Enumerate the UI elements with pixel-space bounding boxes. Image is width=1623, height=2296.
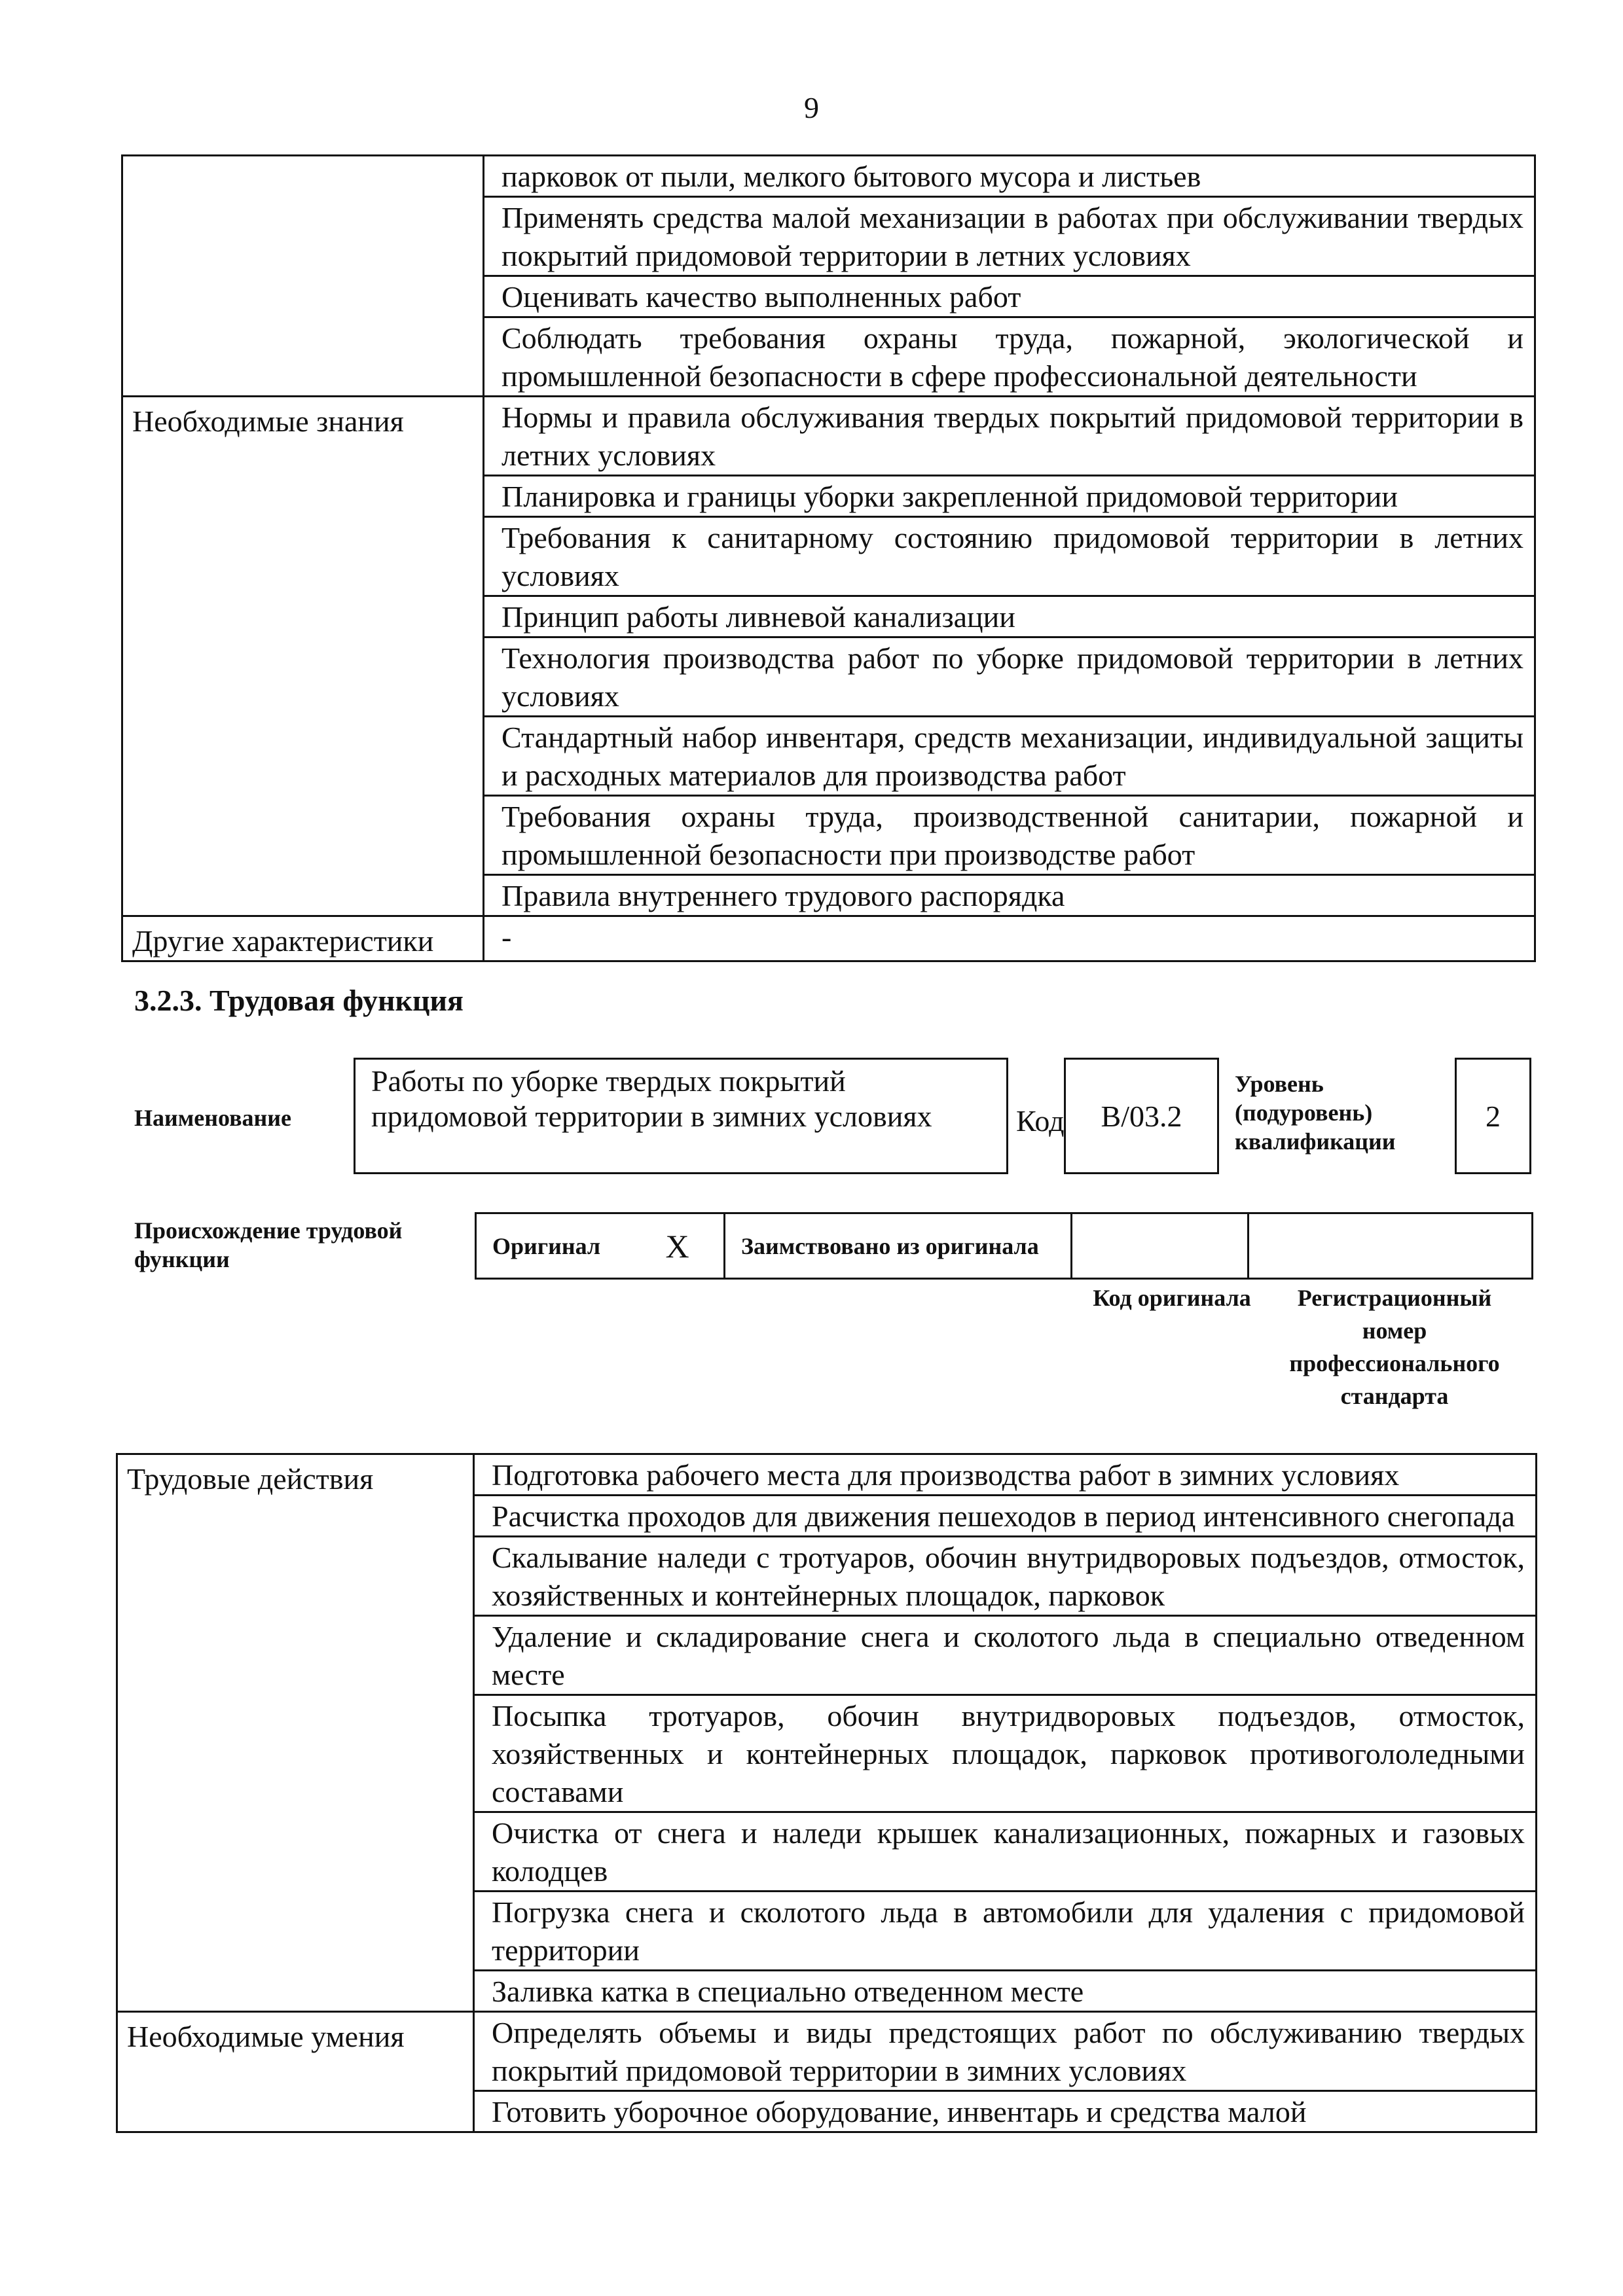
row-label: Другие характеристики (122, 916, 484, 961)
page-number: 9 (804, 91, 819, 124)
row-item: Скалывание наледи с тротуаров, обочин внутридворовых подъездов, отмосток, хозяйственных и контейнерных площадок, парковок (474, 1537, 1537, 1616)
table-row (122, 397, 1535, 476)
borrowed-label: Заимствовано из оригинала (741, 1232, 1039, 1259)
labor-actions-table (116, 1453, 1537, 2133)
row-item: Требования охраны труда, производственной санитарии, пожарной и промышленной безопасности при производстве работ (484, 796, 1535, 875)
table-row (122, 156, 1535, 197)
row-item: - (484, 916, 1535, 961)
table-row (122, 916, 1535, 961)
original-label: Оригинал (492, 1232, 601, 1259)
row-item: Готовить уборочное оборудование, инвентарь и средства малой (474, 2091, 1537, 2132)
row-item: Подготовка рабочего места для производства работ в зимних условиях (474, 1454, 1537, 1496)
row-item: Правила внутреннего трудового распорядка (484, 875, 1535, 916)
original-code-cell (1072, 1213, 1249, 1279)
row-item: Нормы и правила обслуживания твердых покрытий придомовой территории в летних условиях (484, 397, 1535, 476)
row-label: Трудовые действия (117, 1454, 474, 2012)
code-label: Код (1016, 1104, 1065, 1138)
row-item: Соблюдать требования охраны труда, пожарной, экологической и промышленной безопасности в сфере профессиональной деятельности (484, 317, 1535, 397)
skills-knowledge-table (121, 154, 1536, 962)
row-item: Оценивать качество выполненных работ (484, 276, 1535, 317)
origin-label: Происхождение трудовой функции (134, 1217, 403, 1272)
code-original-caption: Код оригинала (1093, 1285, 1251, 1311)
row-item: Технология производства работ по уборке придомовой территории в летних условиях (484, 637, 1535, 717)
row-item: Заливка катка в специально отведенном месте (474, 1971, 1537, 2012)
original-mark: X (665, 1227, 689, 1265)
row-item: Погрузка снега и сколотого льда в автомобили для удаления с придомовой территории (474, 1892, 1537, 1971)
row-item: Принцип работы ливневой канализации (484, 596, 1535, 637)
level-label: Уровень (подуровень) квалификации (1235, 1071, 1396, 1155)
origin-table (475, 1212, 1533, 1280)
function-name-box: Работы по уборке твердых покрытий придомовой территории в зимних условиях (354, 1058, 1008, 1174)
row-item: Посыпка тротуаров, обочин внутридворовых подъездов, отмосток, хозяйственных и контейнерных площадок, парковок противогололедными составами (474, 1695, 1537, 1812)
table-row (117, 1454, 1537, 1496)
row-item: Определять объемы и виды предстоящих работ по обслуживанию твердых покрытий придомовой территории в зимних условиях (474, 2012, 1537, 2091)
row-item: парковок от пыли, мелкого бытового мусора и листьев (484, 156, 1535, 197)
row-label: Необходимые умения (117, 2012, 474, 2132)
registration-number-cell (1249, 1213, 1533, 1279)
row-item: Применять средства малой механизации в работах при обслуживании твердых покрытий придомовой территории в летних условиях (484, 197, 1535, 276)
row-item: Планировка и границы уборки закрепленной придомовой территории (484, 476, 1535, 517)
row-label (122, 156, 484, 397)
row-item: Расчистка проходов для движения пешеходов в период интенсивного снегопада (474, 1496, 1537, 1537)
row-item: Удаление и складирование снега и сколотого льда в специально отведенном месте (474, 1616, 1537, 1695)
row-item: Очистка от снега и наледи крышек канализационных, пожарных и газовых колодцев (474, 1812, 1537, 1892)
table-row (117, 2012, 1537, 2091)
registration-caption: Регистрационный номер профессионального стандарта (1289, 1285, 1500, 1409)
row-item: Требования к санитарному состоянию придомовой территории в летних условиях (484, 517, 1535, 596)
section-heading: 3.2.3. Трудовая функция (134, 984, 464, 1017)
row-label: Необходимые знания (122, 397, 484, 916)
level-box: 2 (1455, 1058, 1531, 1174)
name-label: Наименование (134, 1105, 291, 1131)
code-box: B/03.2 (1064, 1058, 1219, 1174)
row-item: Стандартный набор инвентаря, средств механизации, индивидуальной защиты и расходных материалов для производства работ (484, 717, 1535, 796)
